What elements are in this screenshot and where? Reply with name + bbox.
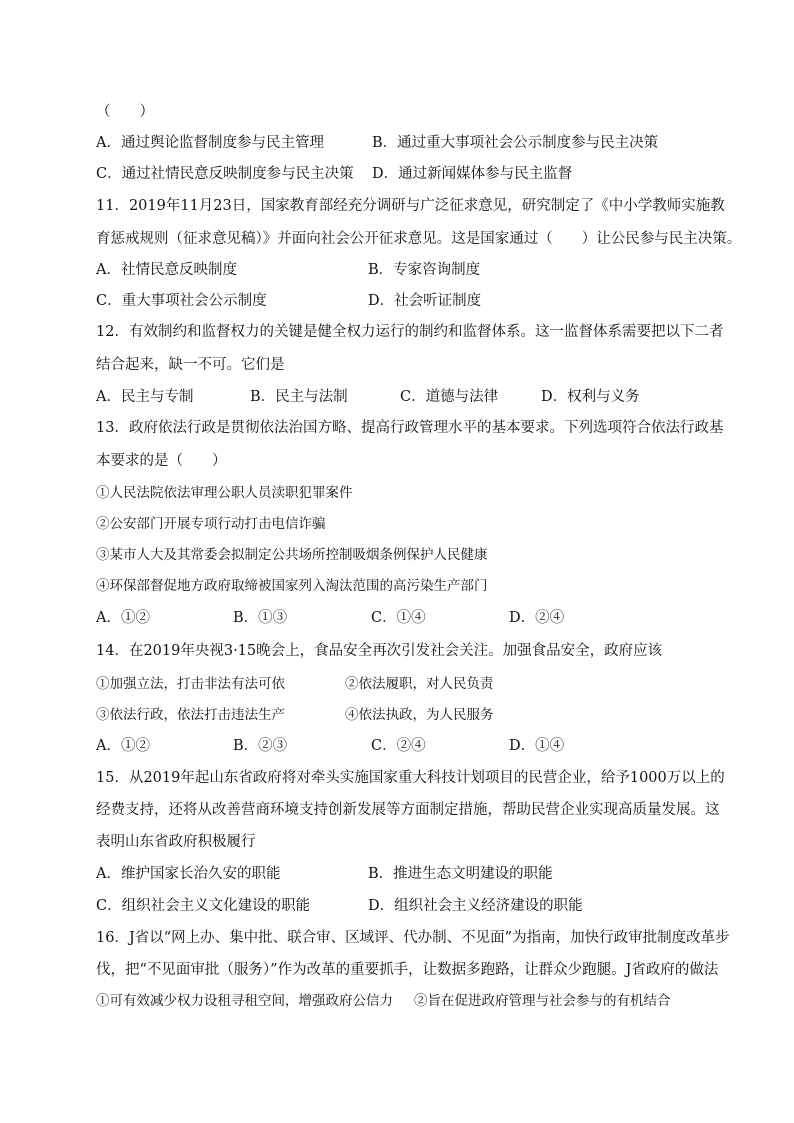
- q11-stem-line2: 育惩戒规则（征求意见稿）》并面向社会公开征求意见。这是国家通过（ ）让公民参与民主决策。: [96, 231, 742, 247]
- q14-item-2: ②依法履职，对人民负责: [345, 676, 494, 692]
- q10-option-a: A．通过舆论监督制度参与民主管理: [96, 135, 324, 151]
- q13-option-a: A．①②: [96, 610, 150, 626]
- q16-stem-line1: 16．J省以“网上办、集中批、联合审、区域评、代办制、不见面”为指南，加快行政审批制度改革步: [96, 930, 730, 946]
- q16-item-2: ②旨在促进政府管理与社会参与的有机结合: [414, 993, 671, 1009]
- q12-option-b: B．民主与法制: [250, 389, 348, 405]
- q12-option-d: D．权利与义务: [541, 389, 640, 405]
- q16-stem-line2: 伐，把“不见面审批（服务）”作为改革的重要抓手，让数据多跑路，让群众少跑腿。J省政府的做法: [96, 962, 719, 978]
- q11-option-d: D．社会听证制度: [368, 293, 482, 309]
- q14-option-b: B．②③: [233, 738, 288, 754]
- q10-option-b: B．通过重大事项社会公示制度参与民主决策: [372, 135, 659, 151]
- q15-stem-line2: 经费支持，还将从改善营商环境支持创新发展等方面制定措施，帮助民营企业实现高质量发展。这: [96, 802, 720, 818]
- q13-item-1: ①人民法院依法审理公职人员渎职犯罪案件: [96, 485, 353, 501]
- q10-option-c: C．通过社情民意反映制度参与民主决策: [96, 166, 354, 182]
- q13-option-b: B．①③: [233, 610, 288, 626]
- q13-option-d: D．②④: [509, 610, 565, 626]
- q11-stem-line1: 11．2019年11月23日，国家教育部经充分调研与广泛征求意见，研究制定了《中小学教师实施教: [96, 198, 725, 214]
- q12-stem-line1: 12．有效制约和监督权力的关键是健全权力运行的制约和监督体系。这一监督体系需要把以下二者: [96, 324, 724, 340]
- q11-option-b: B．专家咨询制度: [368, 262, 481, 278]
- q14-option-d: D．①④: [509, 738, 565, 754]
- q11-option-c: C．重大事项社会公示制度: [96, 293, 267, 309]
- q15-option-d: D．组织社会主义经济建设的职能: [368, 898, 583, 914]
- q13-option-c: C．①④: [371, 610, 426, 626]
- q14-item-4: ④依法执政，为人民服务: [345, 707, 494, 723]
- q14-item-3: ③依法行政，依法打击违法生产: [96, 707, 285, 723]
- q12-option-c: C．道德与法律: [400, 389, 499, 405]
- q15-stem-line1: 15．从2019年起山东省政府将对牵头实施国家重大科技计划项目的民营企业，给予1000万以上的: [96, 770, 725, 786]
- q13-item-2: ②公安部门开展专项行动打击电信诈骗: [96, 516, 326, 532]
- q10-option-d: D．通过新闻媒体参与民主监督: [372, 166, 573, 182]
- q15-option-a: A．维护国家长治久安的职能: [96, 866, 281, 882]
- q13-stem-line1: 13．政府依法行政是贯彻依法治国方略、提高行政管理水平的基本要求。下列选项符合依法行政基: [96, 420, 724, 436]
- q10-paren: （ ）: [96, 104, 154, 120]
- q15-option-c: C．组织社会主义文化建设的职能: [96, 898, 311, 914]
- q14-option-a: A．①②: [96, 738, 150, 754]
- q14-item-1: ①加强立法，打击非法有法可依: [96, 676, 285, 692]
- q13-item-4: ④环保部督促地方政府取缔被国家列入淘汰范围的高污染生产部门: [96, 578, 488, 594]
- q11-option-a: A．社情民意反映制度: [96, 262, 237, 278]
- q16-item-1: ①可有效减少权力设租寻租空间，增强政府公信力: [96, 993, 393, 1009]
- q15-stem-line3: 表明山东省政府积极履行: [96, 834, 256, 850]
- q13-item-3: ③某市人大及其常委会拟制定公共场所控制吸烟条例保护人民健康: [96, 547, 488, 563]
- q12-option-a: A．民主与专制: [96, 389, 194, 405]
- q14-option-c: C．②④: [371, 738, 426, 754]
- q12-stem-line2: 结合起来，缺一不可。它们是: [96, 357, 285, 373]
- q13-stem-line2: 本要求的是（ ）: [96, 453, 227, 469]
- q15-option-b: B．推进生态文明建设的职能: [368, 866, 553, 882]
- q14-stem-line1: 14．在2019年央视3·15晚会上，食品安全再次引发社会关注。加强食品安全，政府应该: [96, 643, 663, 659]
